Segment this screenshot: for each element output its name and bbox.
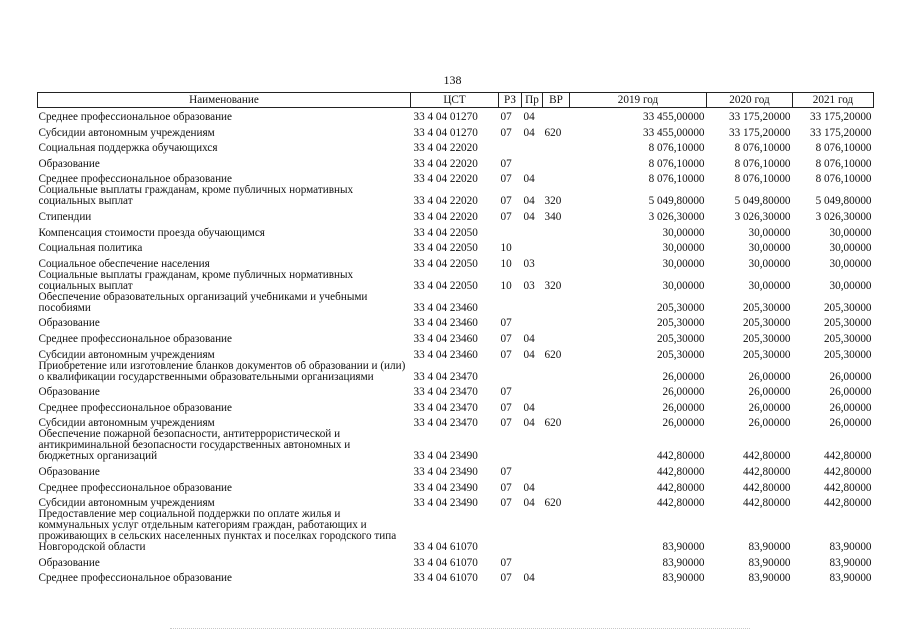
- table-row: [38, 254, 874, 270]
- scan-artifact-line: [170, 628, 750, 630]
- cell-pr: 04: [523, 111, 535, 124]
- cell-2019: 3 026,30000: [648, 211, 705, 224]
- cell-2021: 26,00000: [829, 401, 872, 414]
- cell-pr: 04: [523, 173, 535, 186]
- cell-2021: 33 175,20000: [809, 126, 872, 139]
- cell-name: Субсидии автономным учреждениям: [38, 348, 215, 361]
- cell-vr: [543, 429, 570, 462]
- cell-name: Социальное обеспечение населения: [38, 257, 210, 270]
- cell-cst: 33 4 04 23490: [413, 481, 478, 494]
- cell-2019: 442,80000: [656, 497, 705, 510]
- table-header-row: [38, 93, 874, 108]
- cell-pr: 04: [523, 401, 535, 414]
- cell-2019: 83,90000: [662, 572, 705, 585]
- cell-2020: 205,30000: [742, 333, 791, 346]
- cell-name: Среднее профессиональное образование: [38, 333, 233, 346]
- cell-pr: 04: [523, 572, 535, 585]
- table-row: [38, 108, 874, 124]
- cell-cst: 33 4 04 23460: [413, 333, 478, 346]
- cell-name: Среднее профессиональное образование: [38, 111, 233, 124]
- table-row: [38, 270, 874, 292]
- cell-2019: 8 076,10000: [648, 157, 705, 170]
- cell-rz: [499, 429, 522, 462]
- cell-pr: [522, 383, 543, 399]
- table-row: [38, 329, 874, 345]
- cell-2019: 5 049,80000: [648, 195, 705, 208]
- cell-2021: 442,80000: [823, 497, 872, 510]
- cell-2020: 26,00000: [748, 386, 791, 399]
- cell-2021: 26,00000: [829, 370, 872, 383]
- table-row: [38, 223, 874, 239]
- table-row: [38, 139, 874, 155]
- cell-name: Образование: [38, 556, 100, 569]
- cell-name: Субсидии автономным учреждениям: [38, 497, 215, 510]
- cell-2020: 442,80000: [742, 497, 791, 510]
- cell-2021: 8 076,10000: [815, 173, 872, 186]
- table-row: [38, 207, 874, 223]
- cell-2019: 442,80000: [656, 481, 705, 494]
- cell-2019: 26,00000: [662, 401, 705, 414]
- cell-vr: [543, 223, 570, 239]
- cell-cst: 33 4 04 22020: [413, 157, 478, 170]
- cell-pr: [522, 429, 543, 462]
- table-row: [38, 239, 874, 255]
- cell-cst: 33 4 04 23460: [413, 301, 478, 314]
- header-2021: 2021 год: [793, 93, 874, 108]
- cell-rz: 07: [500, 417, 512, 430]
- cell-cst: 33 4 04 23470: [413, 401, 478, 414]
- cell-pr: [522, 292, 543, 314]
- header-2020: 2020 год: [707, 93, 793, 108]
- cell-vr: [543, 569, 570, 585]
- cell-pr: [522, 314, 543, 330]
- cell-2019: 205,30000: [656, 317, 705, 330]
- cell-2019: 442,80000: [656, 450, 705, 463]
- cell-name: Среднее профессиональное образование: [38, 481, 233, 494]
- table-row: [38, 569, 874, 585]
- cell-2020: 8 076,10000: [734, 142, 791, 155]
- cell-2020: 26,00000: [748, 417, 791, 430]
- cell-2020: 442,80000: [742, 466, 791, 478]
- cell-cst: 33 4 04 22020: [413, 195, 478, 208]
- header-pr: Пр: [522, 93, 543, 108]
- cell-pr: 03: [523, 279, 535, 292]
- cell-vr: [543, 398, 570, 414]
- cell-pr: [522, 239, 543, 255]
- cell-rz: 07: [500, 556, 512, 569]
- cell-pr: [522, 223, 543, 239]
- cell-cst: 33 4 04 23470: [413, 370, 478, 383]
- cell-2019: 30,00000: [662, 226, 705, 239]
- cell-rz: [499, 223, 522, 239]
- cell-name: Образование: [38, 466, 100, 478]
- cell-2019: 83,90000: [662, 541, 705, 554]
- cell-2019: 83,90000: [662, 556, 705, 569]
- cell-2021: 5 049,80000: [815, 195, 872, 208]
- cell-name: Социальная политика: [38, 242, 143, 255]
- cell-vr: 620: [544, 348, 562, 361]
- cell-cst: 33 4 04 22020: [413, 173, 478, 186]
- cell-2019: 30,00000: [662, 242, 705, 255]
- cell-rz: [499, 509, 522, 553]
- header-2019: 2019 год: [570, 93, 707, 108]
- cell-2020: 205,30000: [742, 301, 791, 314]
- cell-rz: 07: [500, 401, 512, 414]
- cell-vr: [543, 254, 570, 270]
- cell-2019: 26,00000: [662, 370, 705, 383]
- cell-vr: [543, 314, 570, 330]
- cell-2021: 442,80000: [823, 481, 872, 494]
- cell-cst: 33 4 04 23470: [413, 386, 478, 399]
- header-cst: ЦСТ: [411, 93, 499, 108]
- cell-rz: 07: [500, 466, 512, 478]
- cell-rz: 07: [500, 173, 512, 186]
- cell-rz: 10: [500, 242, 512, 255]
- cell-2020: 26,00000: [748, 401, 791, 414]
- cell-vr: [543, 154, 570, 170]
- cell-2020: 442,80000: [742, 450, 791, 463]
- cell-vr: 620: [544, 126, 562, 139]
- cell-2020: 83,90000: [748, 556, 791, 569]
- cell-2021: 83,90000: [829, 556, 872, 569]
- cell-2019: 442,80000: [656, 466, 705, 478]
- table-row: [38, 553, 874, 569]
- table-row: [38, 462, 874, 478]
- cell-2019: 30,00000: [662, 257, 705, 270]
- cell-pr: 04: [523, 497, 535, 510]
- cell-pr: 04: [523, 195, 535, 208]
- table-row: [38, 414, 874, 430]
- cell-cst: 33 4 04 01270: [413, 111, 478, 124]
- cell-cst: 33 4 04 23490: [413, 450, 478, 463]
- cell-cst: 33 4 04 22050: [413, 279, 478, 292]
- cell-2020: 30,00000: [748, 279, 791, 292]
- cell-rz: 07: [500, 348, 512, 361]
- cell-pr: [522, 553, 543, 569]
- cell-name: Образование: [38, 317, 100, 330]
- cell-cst: 33 4 04 22020: [413, 142, 478, 155]
- cell-name: Среднее профессиональное образование: [38, 401, 233, 414]
- cell-vr: [543, 383, 570, 399]
- cell-pr: [522, 509, 543, 553]
- cell-vr: [543, 139, 570, 155]
- cell-pr: 03: [523, 257, 535, 270]
- cell-2019: 26,00000: [662, 417, 705, 430]
- cell-2019: 26,00000: [662, 386, 705, 399]
- cell-name: Образование: [38, 386, 100, 399]
- cell-cst: 33 4 04 01270: [413, 126, 478, 139]
- cell-2019: 205,30000: [656, 333, 705, 346]
- cell-2020: 8 076,10000: [734, 173, 791, 186]
- cell-2020: 26,00000: [748, 370, 791, 383]
- cell-name: Образование: [38, 157, 100, 170]
- cell-2020: 83,90000: [748, 541, 791, 554]
- cell-vr: [543, 553, 570, 569]
- cell-cst: 33 4 04 23490: [413, 466, 478, 478]
- table-row: [38, 292, 874, 314]
- cell-2020: 33 175,20000: [728, 126, 791, 139]
- table-row: [38, 383, 874, 399]
- cell-rz: 07: [500, 481, 512, 494]
- cell-2020: 30,00000: [748, 226, 791, 239]
- cell-2021: 442,80000: [823, 466, 872, 478]
- cell-2021: 205,30000: [823, 333, 872, 346]
- cell-vr: [543, 462, 570, 478]
- cell-rz: [499, 139, 522, 155]
- cell-2021: 30,00000: [829, 226, 872, 239]
- cell-rz: 07: [500, 157, 512, 170]
- cell-2020: 5 049,80000: [734, 195, 791, 208]
- table-row: [38, 185, 874, 207]
- cell-2019: 205,30000: [656, 301, 705, 314]
- cell-2020: 205,30000: [742, 317, 791, 330]
- table-row: [38, 314, 874, 330]
- table-row: [38, 478, 874, 494]
- cell-rz: [499, 292, 522, 314]
- cell-name: Среднее профессиональное образование: [38, 173, 233, 186]
- cell-2019: 205,30000: [656, 348, 705, 361]
- cell-rz: 07: [500, 572, 512, 585]
- cell-pr: 04: [523, 333, 535, 346]
- cell-rz: 07: [500, 195, 512, 208]
- cell-pr: 04: [523, 211, 535, 224]
- cell-pr: 04: [523, 417, 535, 430]
- cell-rz: 10: [500, 257, 512, 270]
- cell-2020: 30,00000: [748, 257, 791, 270]
- cell-vr: 320: [544, 279, 562, 292]
- cell-cst: 33 4 04 23470: [413, 417, 478, 430]
- cell-name: Обеспечение образовательных организаций учебниками и учебными пособиями: [38, 291, 368, 314]
- cell-rz: 10: [500, 279, 512, 292]
- cell-rz: 07: [500, 126, 512, 139]
- cell-vr: 340: [544, 211, 562, 224]
- cell-2020: 3 026,30000: [734, 211, 791, 224]
- cell-2021: 205,30000: [823, 317, 872, 330]
- cell-2020: 8 076,10000: [734, 157, 791, 170]
- cell-rz: 07: [500, 211, 512, 224]
- cell-rz: 07: [500, 111, 512, 124]
- cell-name: Обеспечение пожарной безопасности, антитеррористической и антикриминальной безопасности государственных автономных и бюджетных организаций: [38, 429, 351, 463]
- cell-vr: 620: [544, 417, 562, 430]
- table-row: [38, 123, 874, 139]
- header-vr: ВР: [543, 93, 570, 108]
- cell-pr: 04: [523, 348, 535, 361]
- cell-name: Стипендии: [38, 211, 92, 224]
- cell-2020: 205,30000: [742, 348, 791, 361]
- cell-name: Субсидии автономным учреждениям: [38, 126, 215, 139]
- cell-2021: 30,00000: [829, 279, 872, 292]
- cell-2021: 33 175,20000: [809, 111, 872, 124]
- cell-name: Предоставление мер социальной поддержки по оплате жилья и коммунальных услуг отдельным категориям граждан, работающих и проживающих в сельских населенных пунктах и поселках городского типа Новгородской области: [38, 509, 397, 554]
- cell-vr: [543, 478, 570, 494]
- cell-name: Социальные выплаты гражданам, кроме публичных нормативных социальных выплат: [38, 185, 354, 208]
- cell-cst: 33 4 04 61070: [413, 541, 478, 554]
- cell-vr: 320: [544, 195, 562, 208]
- cell-rz: 07: [500, 497, 512, 510]
- cell-2021: 30,00000: [829, 242, 872, 255]
- cell-vr: [543, 239, 570, 255]
- cell-vr: [543, 292, 570, 314]
- cell-pr: [522, 154, 543, 170]
- cell-2021: 83,90000: [829, 572, 872, 585]
- cell-vr: [543, 361, 570, 383]
- cell-2021: 83,90000: [829, 541, 872, 554]
- table-row: [38, 509, 874, 553]
- table-row: [38, 429, 874, 462]
- table-row: [38, 494, 874, 510]
- cell-name: Среднее профессиональное образование: [38, 572, 233, 585]
- cell-rz: 07: [500, 333, 512, 346]
- cell-vr: [543, 509, 570, 553]
- cell-2021: 26,00000: [829, 417, 872, 430]
- cell-name: Приобретение или изготовление бланков документов об образовании и (или) о квалификации государственными образовательными организациями: [38, 360, 406, 383]
- cell-rz: [499, 361, 522, 383]
- page-number: 138: [443, 73, 462, 87]
- cell-2019: 8 076,10000: [648, 142, 705, 155]
- cell-2021: 30,00000: [829, 257, 872, 270]
- cell-vr: 620: [544, 497, 562, 510]
- cell-cst: 33 4 04 23460: [413, 348, 478, 361]
- cell-2021: 442,80000: [823, 450, 872, 463]
- table-row: [38, 170, 874, 186]
- cell-2020: 83,90000: [748, 572, 791, 585]
- header-name: Наименование: [38, 93, 411, 108]
- cell-pr: 04: [523, 481, 535, 494]
- cell-rz: 07: [500, 317, 512, 330]
- cell-name: Социальная поддержка обучающихся: [38, 142, 218, 155]
- table-row: [38, 361, 874, 383]
- table-row: [38, 398, 874, 414]
- cell-cst: 33 4 04 22050: [413, 226, 478, 239]
- cell-pr: [522, 462, 543, 478]
- table-row: [38, 154, 874, 170]
- cell-cst: 33 4 04 61070: [413, 572, 478, 585]
- cell-2019: 8 076,10000: [648, 173, 705, 186]
- cell-2020: 33 175,20000: [728, 111, 791, 124]
- cell-cst: 33 4 04 61070: [413, 556, 478, 569]
- cell-2021: 205,30000: [823, 301, 872, 314]
- cell-cst: 33 4 04 23490: [413, 497, 478, 510]
- header-rz: РЗ: [499, 93, 522, 108]
- cell-vr: [543, 329, 570, 345]
- cell-pr: [522, 361, 543, 383]
- cell-2021: 8 076,10000: [815, 157, 872, 170]
- cell-pr: 04: [523, 126, 535, 139]
- cell-2020: 442,80000: [742, 481, 791, 494]
- cell-name: Субсидии автономным учреждениям: [38, 417, 215, 430]
- cell-2019: 33 455,00000: [642, 111, 705, 124]
- cell-2021: 205,30000: [823, 348, 872, 361]
- cell-cst: 33 4 04 22050: [413, 242, 478, 255]
- budget-table: [37, 92, 874, 584]
- cell-2020: 30,00000: [748, 242, 791, 255]
- cell-2021: 26,00000: [829, 386, 872, 399]
- cell-vr: [543, 170, 570, 186]
- cell-name: Компенсация стоимости проезда обучающимся: [38, 226, 265, 239]
- cell-pr: [522, 139, 543, 155]
- cell-2021: 3 026,30000: [815, 211, 872, 224]
- cell-cst: 33 4 04 22020: [413, 211, 478, 224]
- cell-rz: 07: [500, 386, 512, 399]
- cell-cst: 33 4 04 22050: [413, 257, 478, 270]
- cell-2021: 8 076,10000: [815, 142, 872, 155]
- table-row: [38, 345, 874, 361]
- cell-2019: 30,00000: [662, 279, 705, 292]
- cell-vr: [543, 108, 570, 124]
- cell-name: Социальные выплаты гражданам, кроме публичных нормативных социальных выплат: [38, 269, 354, 292]
- cell-2019: 33 455,00000: [642, 126, 705, 139]
- cell-cst: 33 4 04 23460: [413, 317, 478, 330]
